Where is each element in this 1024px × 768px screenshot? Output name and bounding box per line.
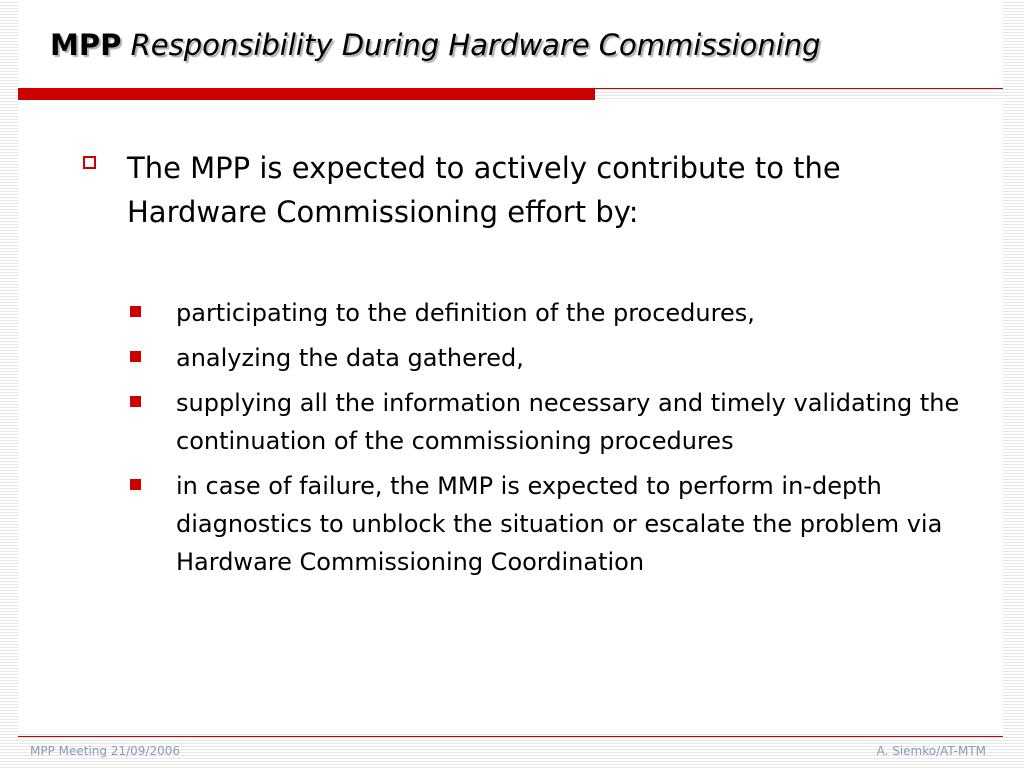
- main-bullet-text: The MPP is expected to actively contribute to the Hardware Commissioning effort by:: [127, 151, 841, 229]
- slide-title-rest: Responsibility During Hardware Commissioning: [121, 28, 821, 62]
- main-bullet: [83, 146, 983, 234]
- filled-square-bullet-icon: [130, 306, 141, 317]
- hollow-square-bullet-icon: [83, 156, 96, 169]
- filled-square-bullet-icon: [130, 479, 141, 490]
- sub-bullet-text: participating to the definition of the procedures,: [176, 299, 755, 327]
- title-accent-line: [595, 88, 1003, 89]
- filled-square-bullet-icon: [130, 396, 141, 407]
- sub-bullet: [130, 339, 990, 377]
- sub-bullet-list: [130, 294, 990, 588]
- filled-square-bullet-icon: [130, 351, 141, 362]
- sub-bullet: [130, 384, 990, 460]
- sub-bullet-text: analyzing the data gathered,: [176, 344, 524, 372]
- slide-title: [50, 28, 821, 62]
- sub-bullet-text: in case of failure, the MMP is expected to perform in-depth diagnostics to unblock the situation or escalate the problem via Hardware Commissioning Coordination: [176, 472, 943, 576]
- sub-bullet: [130, 467, 990, 581]
- footer-divider: [18, 736, 1003, 737]
- footer-meeting-date: MPP Meeting 21/09/2006: [30, 744, 180, 758]
- footer-author: A. Siemko/AT-MTM: [876, 744, 986, 758]
- sub-bullet: [130, 294, 990, 332]
- slide-title-bold: MPP: [50, 28, 122, 62]
- title-accent-bar: [18, 88, 595, 100]
- title-panel: [18, 0, 1003, 88]
- sub-bullet-text: supplying all the information necessary and timely validating the continuation of the commissioning procedures: [176, 389, 960, 455]
